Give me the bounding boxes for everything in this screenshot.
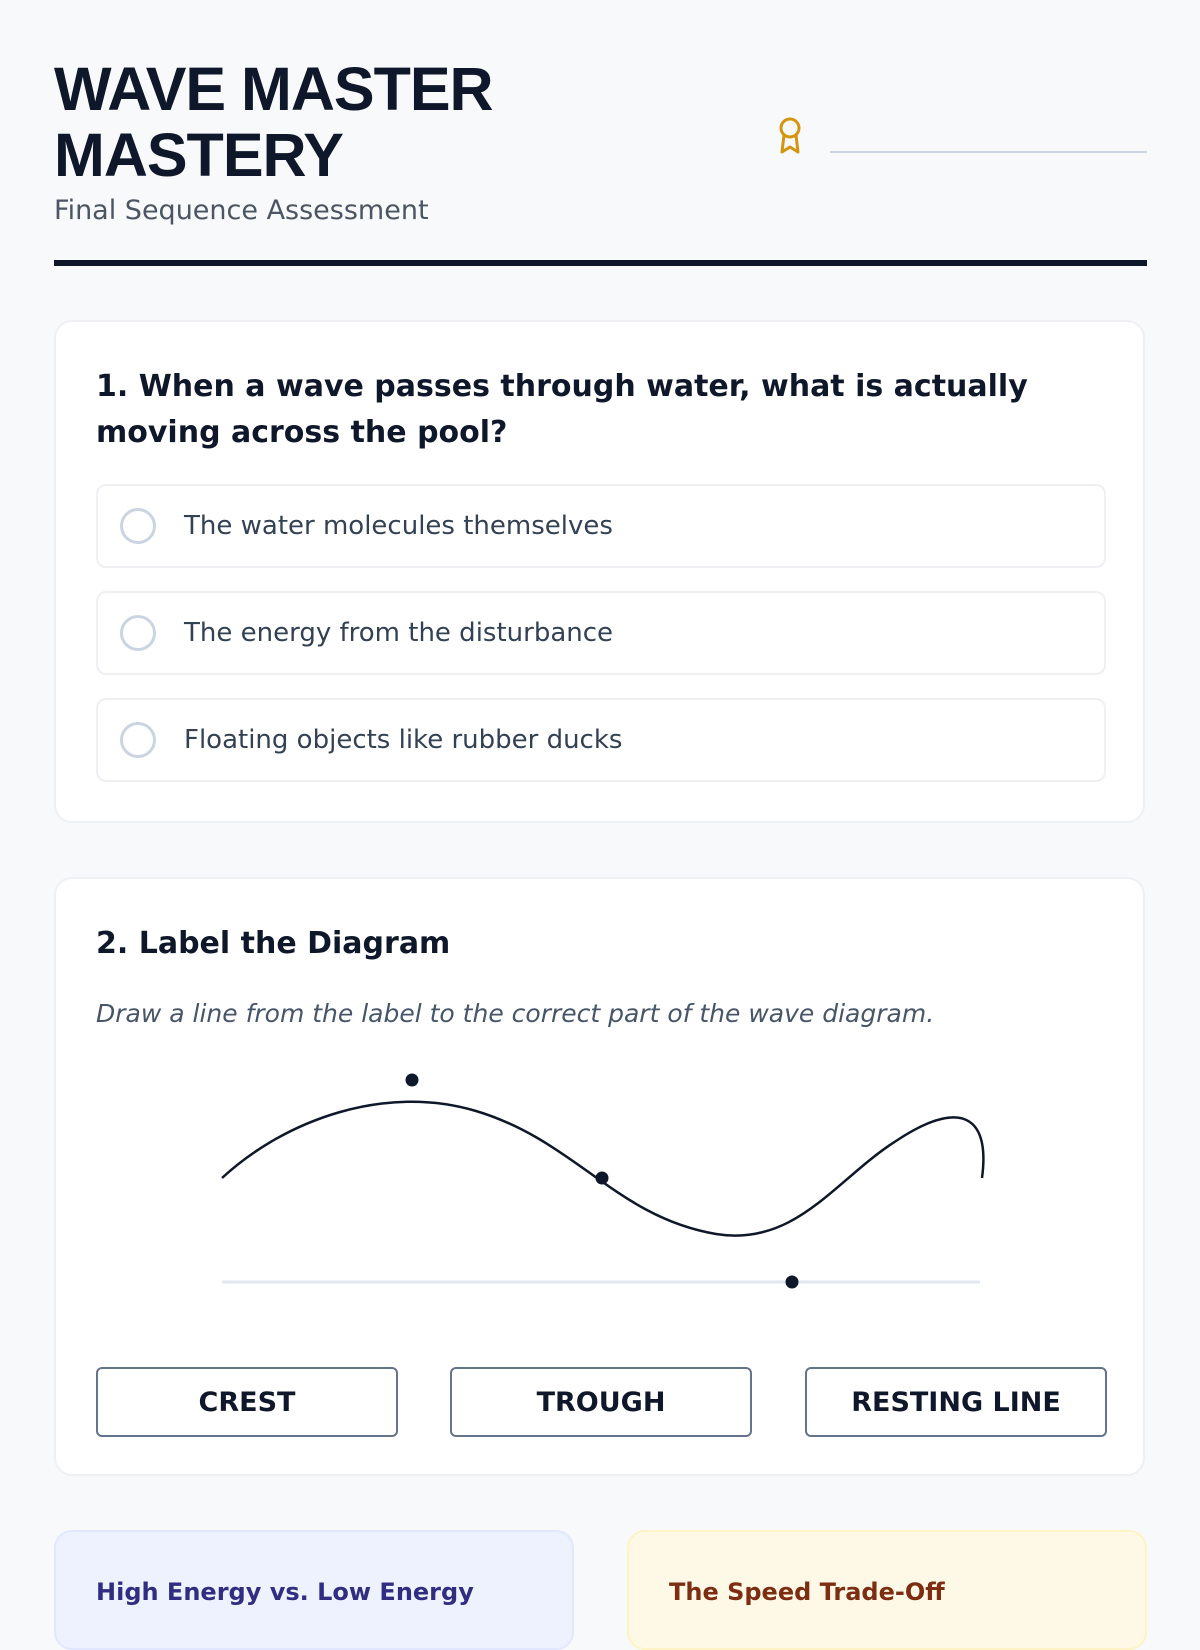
speed-tradeoff-card (627, 1530, 1147, 1650)
page-title: WAVE MASTER MASTERY (54, 55, 493, 189)
crest-dot (406, 1074, 419, 1087)
radio-button[interactable] (120, 508, 156, 544)
label-trough-button[interactable]: TROUGH (450, 1367, 752, 1437)
question-2-instruction: Draw a line from the label to the correct part of the wave diagram. (96, 999, 935, 1028)
energy-comparison-card (54, 1530, 574, 1650)
question-1-card (54, 320, 1145, 823)
option-water-molecules[interactable] (96, 484, 1106, 568)
question-2-card (54, 877, 1145, 1476)
name-field-area (775, 116, 1147, 166)
midpoint-dot (596, 1172, 609, 1185)
header-divider (54, 260, 1147, 266)
option-floating-objects[interactable] (96, 698, 1106, 782)
option-energy[interactable] (96, 591, 1106, 675)
option-label: Floating objects like rubber ducks (184, 725, 623, 755)
question-2-title: 2. Label the Diagram (96, 926, 451, 961)
label-crest-button[interactable]: CREST (96, 1367, 398, 1437)
resting-line-dot (786, 1276, 799, 1289)
energy-comparison-title: High Energy vs. Low Energy (96, 1578, 474, 1606)
radio-button[interactable] (120, 722, 156, 758)
page-subtitle: Final Sequence Assessment (54, 195, 429, 226)
speed-tradeoff-title: The Speed Trade-Off (669, 1578, 945, 1606)
option-label: The energy from the disturbance (184, 618, 614, 648)
award-ribbon-icon (775, 116, 805, 156)
radio-button[interactable] (120, 615, 156, 651)
option-label: The water molecules themselves (184, 511, 613, 541)
wave-curve (222, 1102, 983, 1236)
name-write-line[interactable] (830, 151, 1147, 153)
label-resting-line-button[interactable]: RESTING LINE (805, 1367, 1107, 1437)
question-1-title: 1. When a wave passes through water, what is actually moving across the pool? (96, 369, 1028, 450)
page-header (54, 56, 1147, 226)
